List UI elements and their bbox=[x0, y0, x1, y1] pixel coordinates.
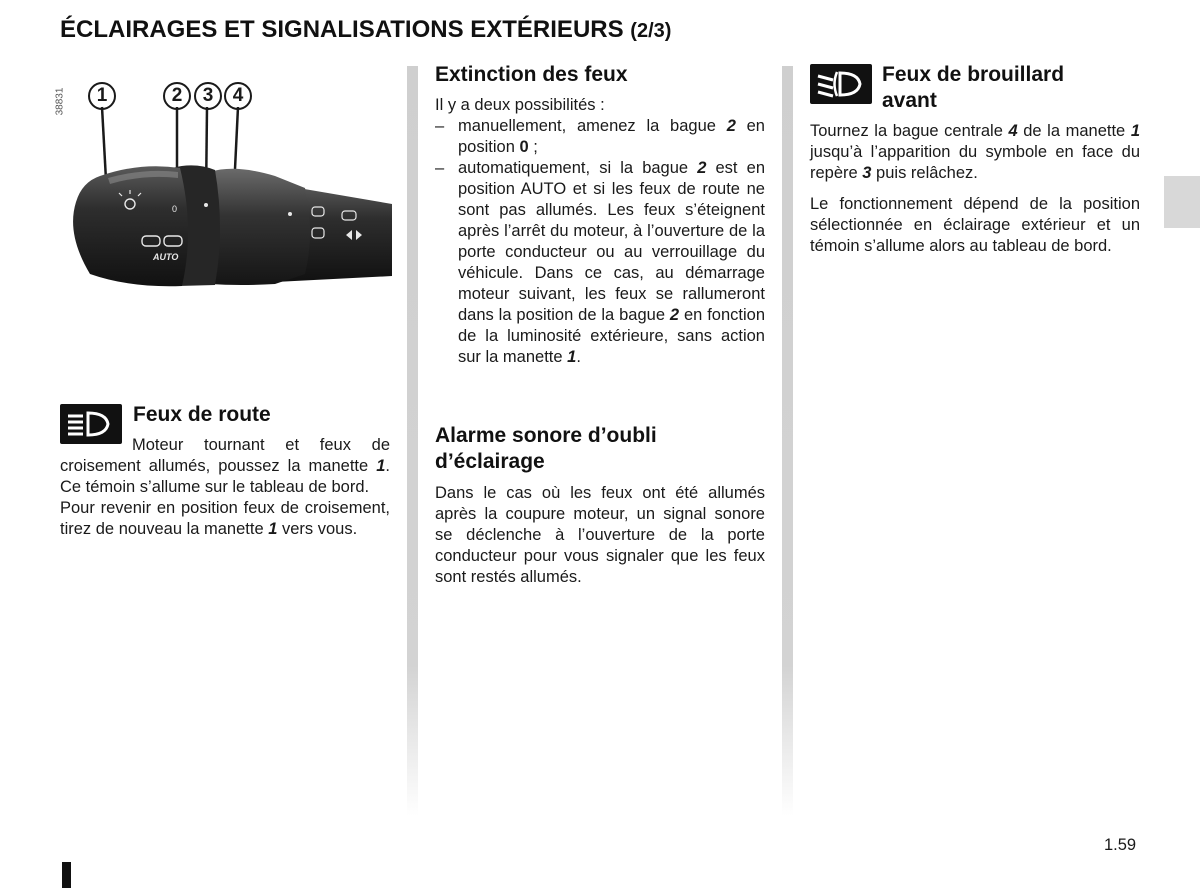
fog-p1-mid2: jusqu’à l’apparition du symbole en face du repère bbox=[810, 143, 1140, 182]
ring-ref: 4 bbox=[1008, 122, 1018, 140]
fog-p1-start: Tournez la bague centrale bbox=[810, 122, 1009, 140]
page-title-text: ÉCLAIRAGES ET SIGNALISATIONS EXTÉRIEURS bbox=[60, 16, 624, 43]
callout-1: 1 bbox=[88, 82, 116, 110]
column-divider-right bbox=[782, 66, 793, 816]
item1-end: ; bbox=[528, 138, 538, 156]
callout-3: 3 bbox=[194, 82, 222, 110]
lights-off-text bbox=[435, 95, 765, 368]
ring-ref: 2 bbox=[726, 117, 736, 135]
column-divider-left bbox=[407, 66, 418, 816]
callout-4: 4 bbox=[224, 82, 252, 110]
list-item bbox=[435, 116, 765, 158]
lights-alarm-paragraph: Dans le cas où les feux ont été allumés après la coupure moteur, un signal sonore se déclenche à l’ouverture de la porte conducteur pour vous signaler que les feux sont restés allumés. bbox=[435, 484, 765, 586]
high-beam-text bbox=[60, 435, 390, 540]
page-title bbox=[60, 16, 671, 44]
stalk-ref: 1 bbox=[567, 348, 577, 366]
figure-reference-number: 38831 bbox=[54, 87, 66, 116]
high-beam-p1-end: . Ce témoin s’allume sur le tableau de bord. bbox=[60, 457, 390, 496]
front-fog-light-icon bbox=[810, 64, 872, 104]
fog-lights-paragraph-2: Le fonctionnement dépend de la position sélectionnée en éclairage extérieur et un témoin s’allume alors au tableau de bord. bbox=[810, 195, 1140, 255]
fog-p1-end: puis relâchez. bbox=[871, 164, 978, 182]
page-title-suffix: (2/3) bbox=[630, 20, 672, 42]
item1-start: manuellement, amenez la bague bbox=[458, 117, 727, 135]
high-beam-p2-end: vers vous. bbox=[277, 520, 358, 538]
list-dash: – bbox=[435, 159, 445, 177]
lights-off-heading: Extinction des feux bbox=[435, 63, 628, 86]
mark-ref: 3 bbox=[862, 164, 872, 182]
lights-alarm-text bbox=[435, 483, 765, 588]
ring-ref: 2 bbox=[697, 159, 707, 177]
high-beam-paragraph-1 bbox=[60, 435, 390, 498]
fog-lights-paragraph-1 bbox=[810, 121, 1140, 184]
high-beam-p2-start: Pour revenir en position feux de croisement, tirez de nouveau la manette bbox=[60, 499, 390, 538]
callout-2: 2 bbox=[163, 82, 191, 110]
ring-ref: 2 bbox=[669, 306, 680, 324]
fog-lights-heading: Feux de brouillard avant bbox=[882, 63, 1065, 112]
lights-off-intro: Il y a deux possibilités : bbox=[435, 96, 605, 114]
fog-lights-text bbox=[810, 121, 1140, 257]
page-number: 1.59 bbox=[1104, 836, 1137, 854]
list-dash: – bbox=[435, 117, 445, 135]
item1-mid: en position bbox=[458, 117, 765, 156]
item2-end: . bbox=[576, 348, 581, 366]
corner-crop-mark bbox=[62, 862, 71, 888]
chapter-tab bbox=[1164, 176, 1200, 228]
high-beam-p1-start: Moteur tournant et feux de croisement allumés, poussez la manette bbox=[60, 436, 390, 475]
stalk-ref: 1 bbox=[376, 457, 386, 475]
fog-p1-mid1: de la manette bbox=[1017, 122, 1131, 140]
high-beam-paragraph-2 bbox=[60, 498, 390, 540]
item2-mid1: est en position AUTO et si les feux de route ne sont pas allumés. Les feux s’éteignent après l’arrêt du moteur, à l’ouverture de la porte conducteur ou au verrouillage du véhicule. Dans ce cas, au démarrage moteur suivant, les feux se rallumeront dans la position de la bague bbox=[458, 159, 765, 324]
stalk-ref: 1 bbox=[1130, 122, 1140, 140]
position-ref: 0 bbox=[519, 138, 529, 156]
stalk-auto-label: AUTO bbox=[153, 252, 179, 262]
high-beam-heading: Feux de route bbox=[133, 403, 271, 426]
stalk-ref: 1 bbox=[268, 520, 278, 538]
item2-start: automatiquement, si la bague bbox=[458, 159, 698, 177]
lighting-stalk-illustration bbox=[60, 64, 392, 314]
list-item bbox=[435, 158, 765, 368]
stalk-position-zero-label: 0 bbox=[172, 204, 178, 214]
lights-alarm-heading: Alarme sonore d’oubli d’éclairage bbox=[435, 424, 657, 473]
item2-mid2: en fonction de la luminosité extérieure, sans action sur la manette bbox=[458, 306, 766, 366]
